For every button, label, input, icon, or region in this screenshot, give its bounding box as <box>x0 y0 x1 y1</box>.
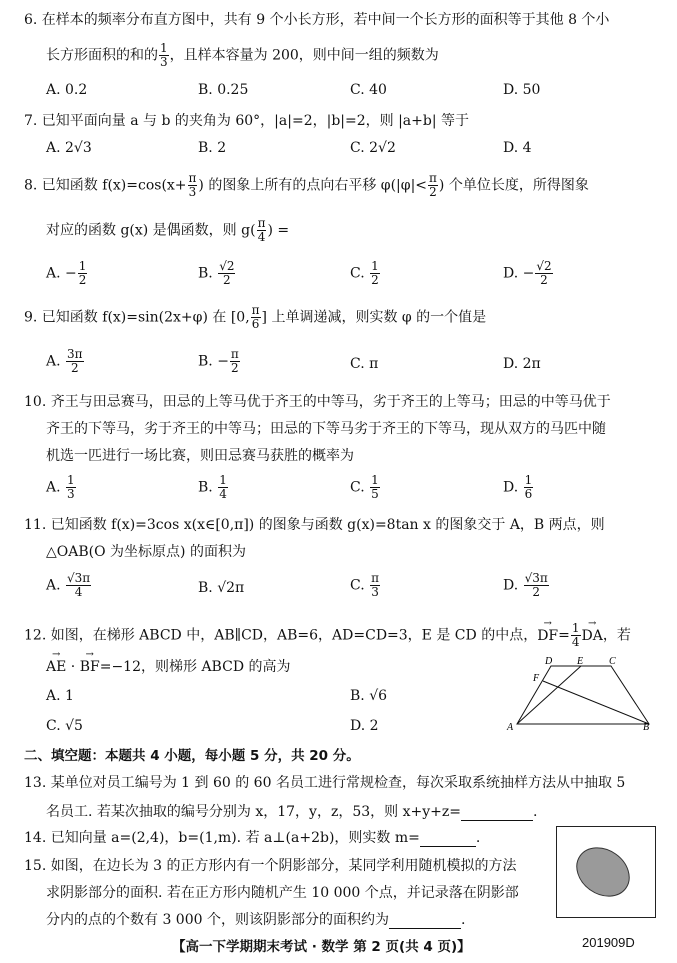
q8-option-a: A. − $\frac{1}{2}$ <box>46 259 87 287</box>
trapezoid-figure <box>505 652 655 732</box>
page-footer-title: 【高一下学期期末考试 · 数学 第 2 页(共 4 页)】 <box>172 939 471 955</box>
q11-option-d: D. $\frac{√3\pi}{2}$ <box>503 571 548 599</box>
q10-option-d: D. $\frac{1}{6}$ <box>503 473 533 501</box>
q8-line2: 对应的函数 g(x) 是偶函数，则 g( $\frac{\pi}{4}$ ) = <box>46 216 290 244</box>
q15-line1: 15. 如图，在边长为 3 的正方形内有一个阴影部分，某同学利用随机模拟的方法 <box>24 858 517 874</box>
fraction: $\frac{1}{3}$ <box>160 41 168 69</box>
label-c: C <box>609 656 616 667</box>
q11-option-b: B. √2π <box>198 580 245 596</box>
q7-line1: 7. 已知平面向量 a 与 b 的夹角为 60°，|a|=2，|b|=2，则 |a+b| 等于 <box>24 113 470 129</box>
q7-option-b: B. 2 <box>198 140 227 156</box>
q12-option-c: C. √5 <box>46 718 83 734</box>
q9-option-b: B. − $\frac{\pi}{2}$ <box>198 347 239 375</box>
q12-line2: → AE · → BF=−12，则梯形 ABCD 的高为 <box>46 656 291 676</box>
q11-line1: 11. 已知函数 f(x)=3cos x(x∈[0,π]) 的图象与函数 g(x)=8tan x 的图象交于 A，B 两点，则 <box>24 517 605 533</box>
label-f: F <box>533 673 540 684</box>
q6-option-c: C. 40 <box>350 82 387 98</box>
q7-option-c: C. 2√2 <box>350 140 396 156</box>
q8-option-b: B. $\frac{√2}{2}$ <box>198 259 235 287</box>
q9-option-a: A. $\frac{3\pi}{2}$ <box>46 347 83 375</box>
q12-option-d: D. 2 <box>350 718 379 734</box>
q12-option-b: B. √6 <box>350 688 388 704</box>
label-b: B <box>643 722 650 732</box>
q6-option-b: B. 0.25 <box>198 82 249 98</box>
q10-line2: 齐王的下等马，劣于齐王的中等马；田忌的下等马劣于齐王的下等马，现从双方的马匹中随 <box>46 421 606 437</box>
q7-option-a: A. 2√3 <box>46 140 92 156</box>
segment-ae <box>517 666 581 724</box>
q10-line3: 机选一匹进行一场比赛，则田忌赛马获胜的概率为 <box>46 448 354 464</box>
page-footer-code: 201909D <box>582 935 635 950</box>
q9-option-d: D. 2π <box>503 356 541 372</box>
q9-option-c: C. π <box>350 356 379 372</box>
q11-line2: △OAB(O 为坐标原点) 的面积为 <box>46 544 246 560</box>
q7-option-d: D. 4 <box>503 140 532 156</box>
q6-line1: 6. 在样本的频率分布直方图中，共有 9 个小长方形，若中间一个长方形的面积等于其他 8 个小 <box>24 12 610 28</box>
label-a: A <box>507 722 514 732</box>
q15-line2: 求阴影部分的面积. 若在正方形内随机产生 10 000 个点，并记录落在阴影部 <box>46 885 519 901</box>
q9-line1: 9. 已知函数 f(x)=sin(2x+φ) 在 [0, $\frac{\pi}{6}$ ] 上单调递减，则实数 φ 的一个值是 <box>24 303 487 331</box>
q8-option-c: C. $\frac{1}{2}$ <box>350 259 379 287</box>
answer-blank <box>420 832 476 847</box>
q13-line2: 名员工. 若某次抽取的编号分别为 x，17，y，z，53，则 x+y+z= . <box>46 804 538 820</box>
q8-option-d: D. − $\frac{√2}{2}$ <box>503 259 552 287</box>
q12-option-a: A. 1 <box>46 688 74 704</box>
q8-line1: 8. 已知函数 f(x)=cos(x+ $\frac{\pi}{3}$ ) 的图象上所有的点向右平移 φ(|φ|< $\frac{\pi}{2}$ ) 个单位长度，所得图象 <box>24 171 589 199</box>
label-d: D <box>545 656 553 667</box>
q10-option-a: A. $\frac{1}{3}$ <box>46 473 75 501</box>
answer-blank <box>389 914 461 929</box>
section-heading: 二、填空题：本题共 4 小题，每小题 5 分，共 20 分。 <box>24 748 360 764</box>
q13-line1: 13. 某单位对员工编号为 1 到 60 的 60 名员工进行常规检查，每次采取系统抽样方法从中抽取 5 <box>24 775 626 791</box>
q12-line1: 12. 如图，在梯形 ABCD 中，AB∥CD，AB=6，AD=CD=3，E 是 CD 的中点，→ DF= $\frac{1}{4}$ → DA，若 <box>24 622 631 649</box>
q6-option-d: D. 50 <box>503 82 541 98</box>
q6-option-a: A. 0.2 <box>46 82 88 98</box>
q14-line1: 14. 已知向量 a=(2,4)，b=(1,m). 若 a⊥(a+2b)，则实数 m= . <box>24 830 481 846</box>
q11-option-c: C. $\frac{\pi}{3}$ <box>350 571 380 599</box>
answer-blank <box>461 806 533 821</box>
q6-line2: 长方形面积的和的 $\frac{1}{3}$ ，且样本容量为 200，则中间一组的频数为 <box>46 41 439 69</box>
shaded-square-figure <box>556 826 656 918</box>
label-e: E <box>577 656 584 667</box>
q10-line1: 10. 齐王与田忌赛马，田忌的上等马优于齐王的中等马，劣于齐王的上等马；田忌的中等马优于 <box>24 394 611 410</box>
q10-option-b: B. $\frac{1}{4}$ <box>198 473 227 501</box>
segment-bf <box>543 681 649 724</box>
q11-option-a: A. $\frac{√3\pi}{4}$ <box>46 571 91 599</box>
q15-line3: 分内的点的个数有 3 000 个，则该阴影部分的面积约为 . <box>46 912 466 928</box>
q10-option-c: C. $\frac{1}{5}$ <box>350 473 379 501</box>
